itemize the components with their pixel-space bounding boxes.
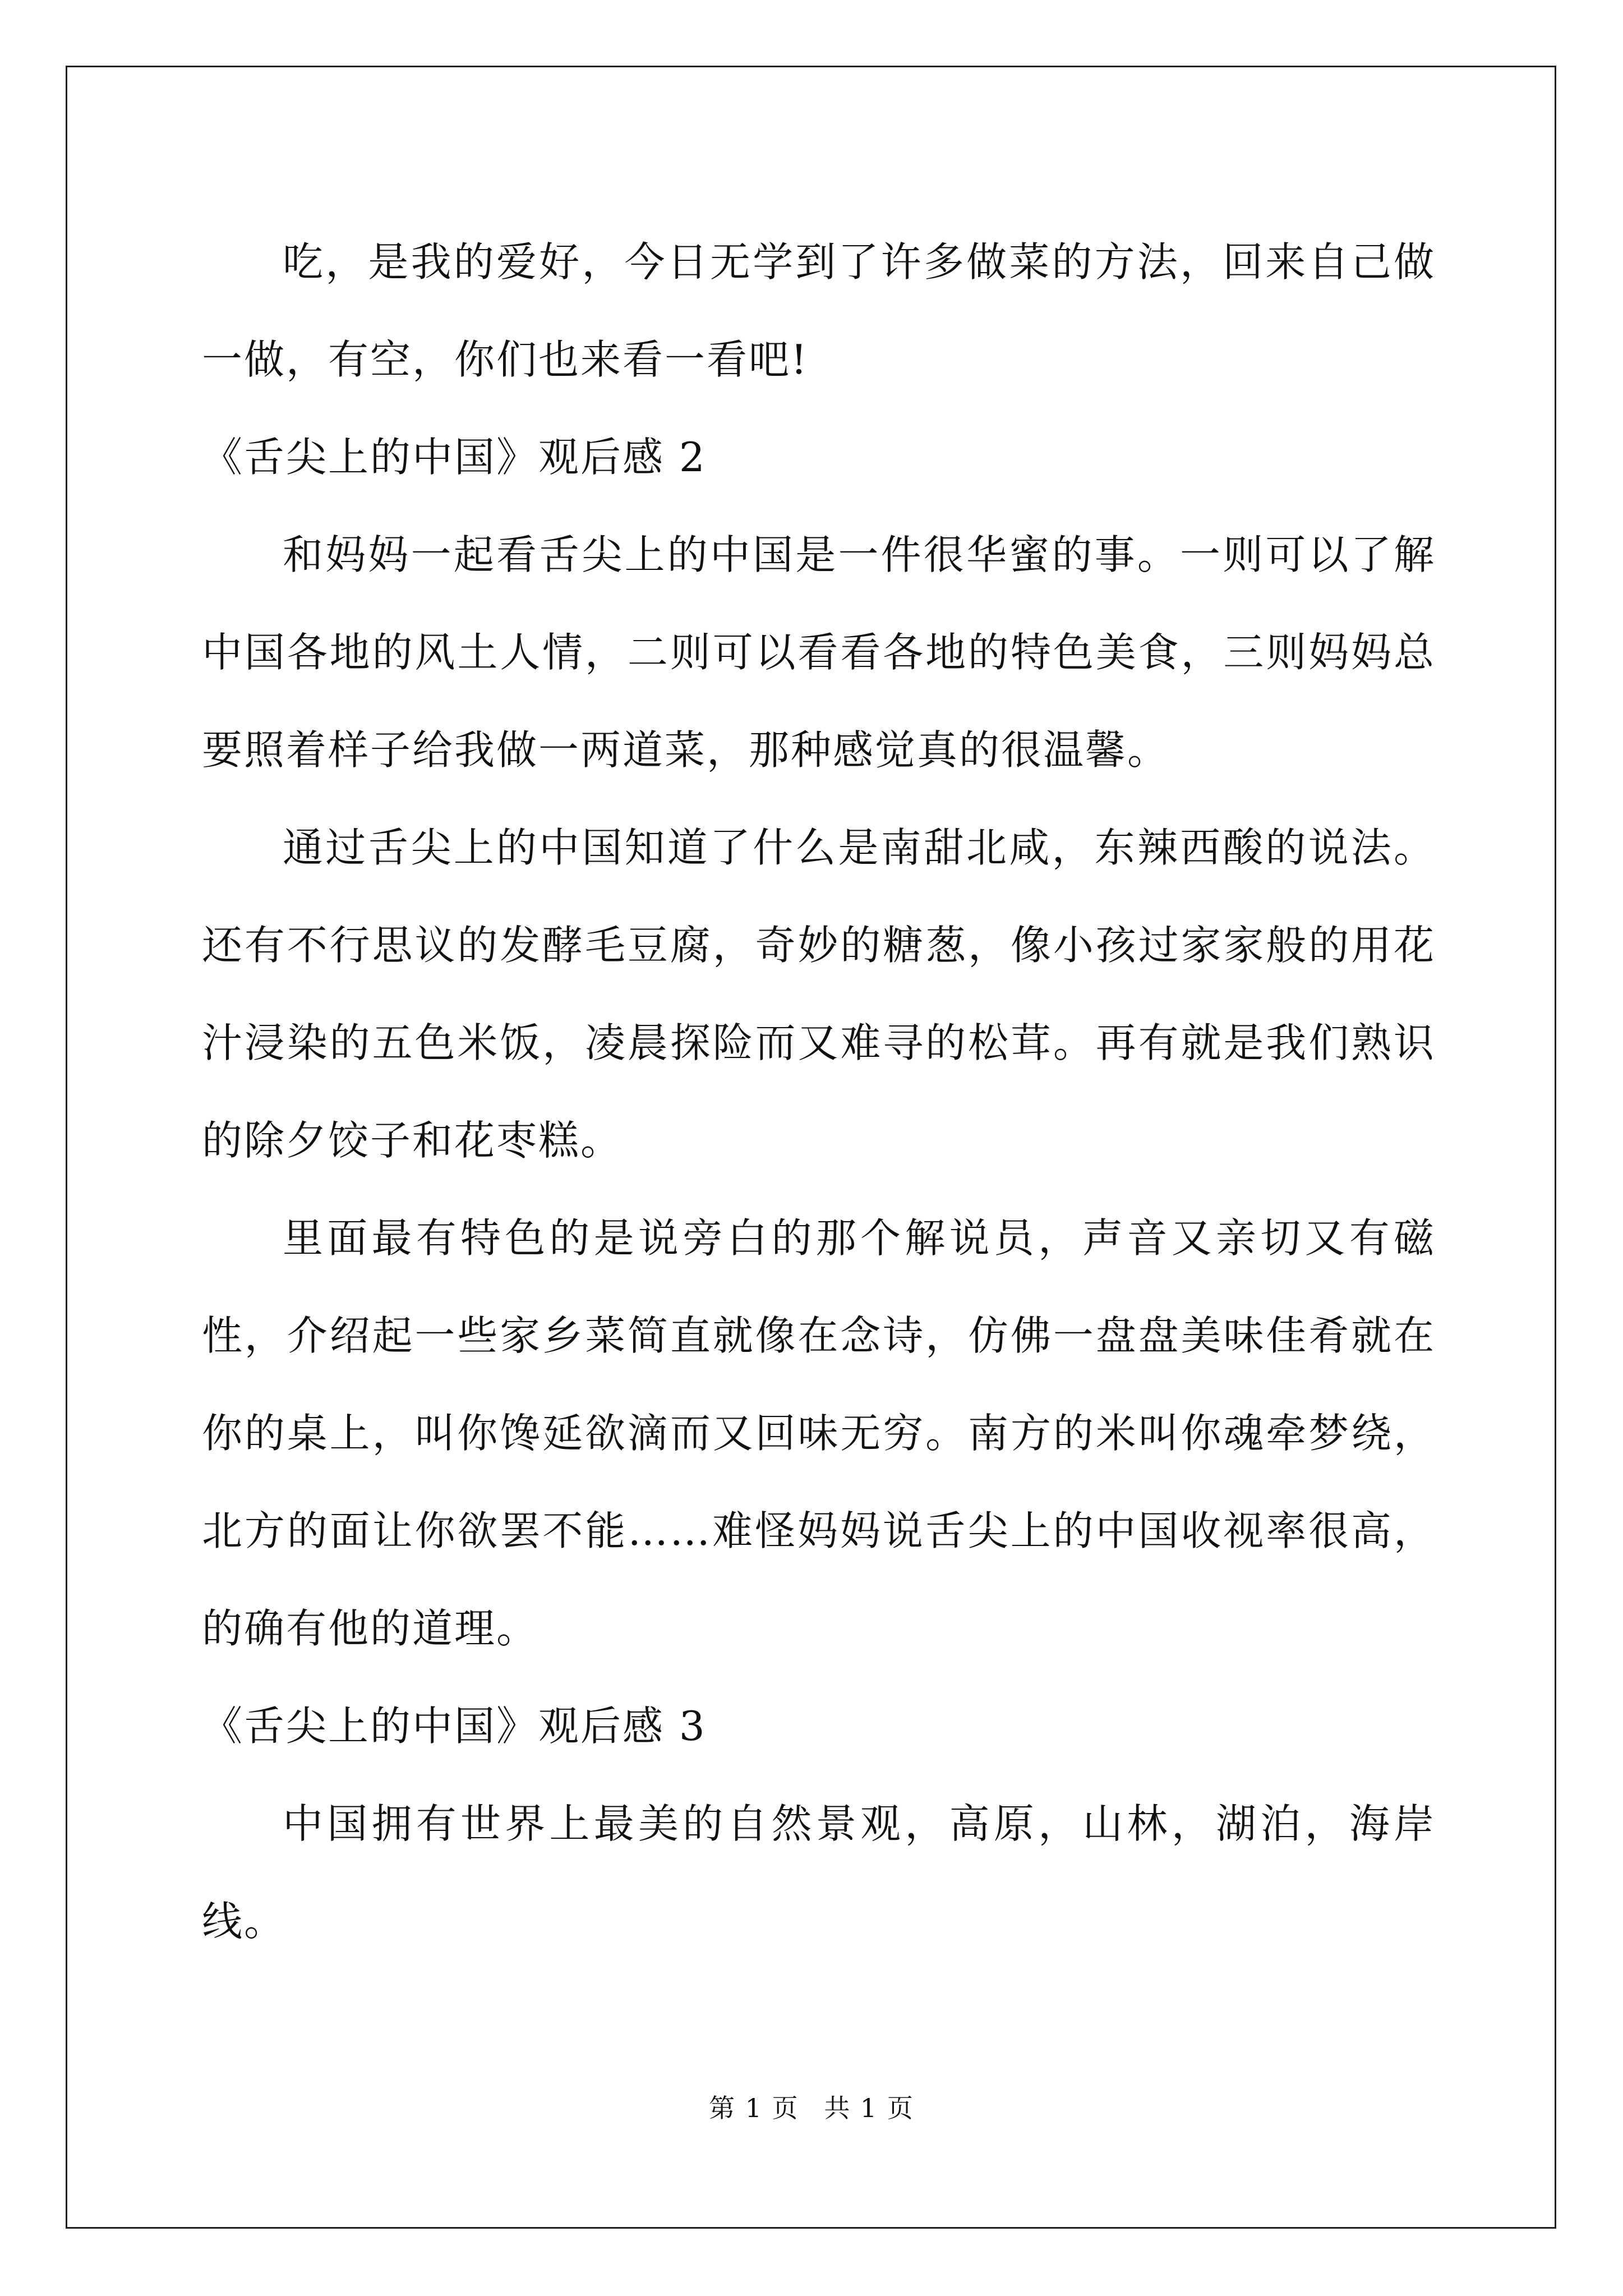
paragraph-1: 吃，是我的爱好，今日无学到了许多做菜的方法，回来自己做一做，有空，你们也来看一看吧! [202, 238, 1436, 383]
document-body [202, 213, 1436, 1970]
page-footer [0, 2088, 1623, 2125]
section-heading-2: 《舌尖上的中国》观后感 2 [202, 434, 707, 481]
page-number: 第 1 页 [709, 2093, 799, 2123]
page-total: 共 1 页 [824, 2093, 914, 2123]
paragraph-5: 中国拥有世界上最美的自然景观，高原，山林，湖泊，海岸线。 [202, 1800, 1436, 1945]
paragraph-4: 里面最有特色的是说旁白的那个解说员，声音又亲切又有磁性，介绍起一些家乡菜简直就像在念诗，仿佛一盘盘美味佳肴就在你的桌上，叫你馋延欲滴而又回味无穷。南方的米叫你魂牵梦绕，北方的面让你欲罢不能……难怪妈妈说舌尖上的中国收视率很高，的确有他的道理。 [202, 1214, 1436, 1652]
paragraph-3: 通过舌尖上的中国知道了什么是南甜北咸，东辣西酸的说法。还有不行思议的发酵毛豆腐，奇妙的糖葱，像小孩过家家般的用花汁浸染的五色米饭，凌晨探险而又难寻的松茸。再有就是我们熟识的除夕饺子和花枣糕。 [202, 824, 1436, 1164]
paragraph-2: 和妈妈一起看舌尖上的中国是一件很华蜜的事。一则可以了解中国各地的风土人情，二则可以看看各地的特色美食，三则妈妈总要照着样子给我做一两道菜，那种感觉真的很温馨。 [202, 531, 1436, 774]
section-heading-3: 《舌尖上的中国》观后感 3 [202, 1703, 707, 1750]
